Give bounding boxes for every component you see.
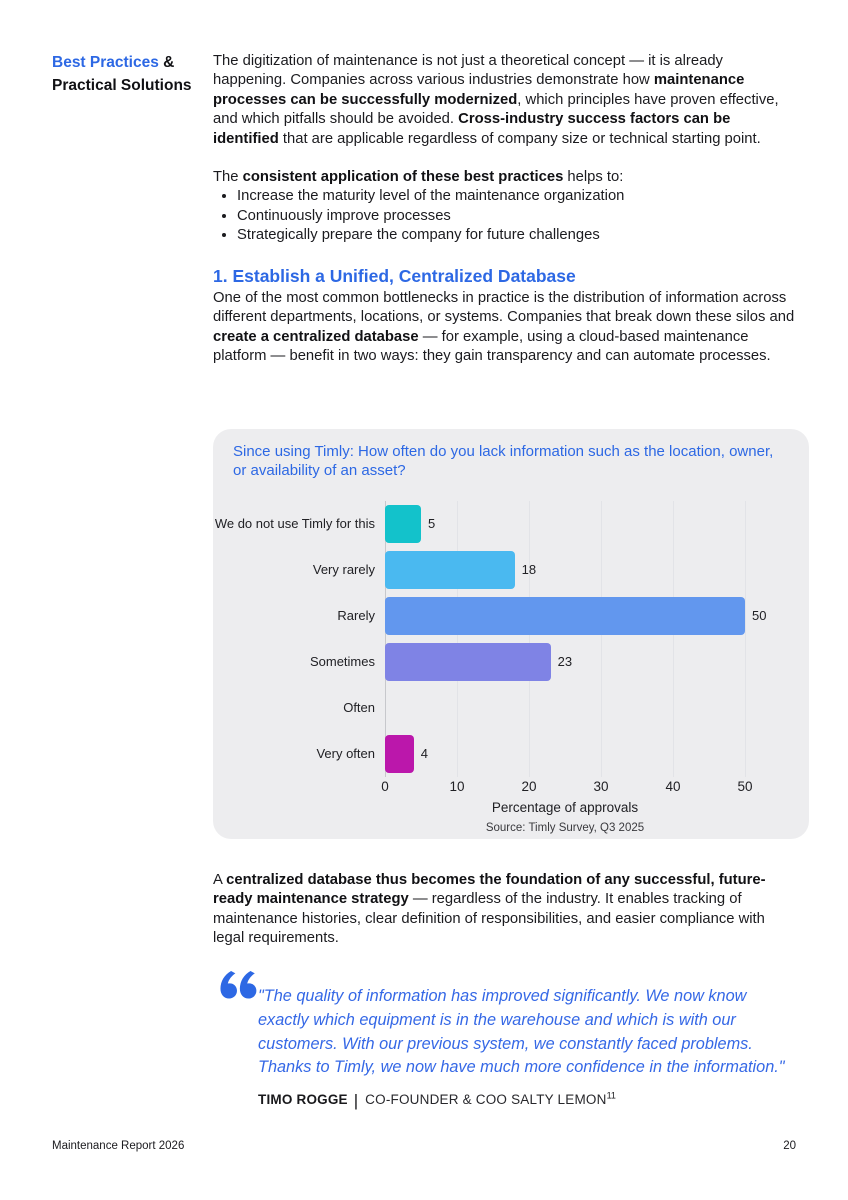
body-column: [213, 52, 809, 1109]
quote-marks-icon: [213, 971, 258, 1079]
intro-paragraph: [213, 52, 809, 149]
chart-bar: [385, 735, 414, 773]
text-segment-bold: create a centralized database: [213, 328, 419, 345]
chart-category-label: Sometimes: [309, 653, 375, 669]
chart-tick-label: 10: [449, 778, 465, 794]
text-segment: , which principles have proven effective, and which pitfalls should be avoided.: [213, 91, 779, 128]
footer-page-number: 20: [783, 1140, 796, 1152]
chart-tick-label: 0: [381, 778, 389, 794]
quote-block: [213, 971, 809, 1079]
chart-row: [213, 593, 809, 639]
text-segment: A: [213, 871, 227, 888]
chart-row: [213, 731, 809, 777]
chart-rows: [213, 501, 809, 777]
page-footer: [52, 1140, 796, 1152]
chart-value-label: 5: [428, 515, 436, 531]
text-segment-bold: centralized database thus becomes the foundation of any successful, future-ready maintenance strategy: [213, 871, 766, 908]
chart-bar: [385, 643, 551, 681]
text-segment: — regardless of the industry. It enables tracking of maintenance histories, clear definition of responsibilities, and easier compliance with legal requirements.: [213, 891, 765, 946]
chart-value-label: 50: [752, 607, 767, 623]
chart-value-label: 23: [557, 653, 573, 669]
text-segment-bold: maintenance processes can be successfully modernized: [213, 72, 745, 108]
text-segment-bold: consistent application of these best practices: [242, 169, 564, 186]
margin-column: [52, 52, 213, 1109]
chart-category-label: Often: [343, 699, 375, 715]
chart-tick-label: 40: [665, 778, 681, 794]
list-item: • Increase the maturity level of the maintenance organization: [237, 187, 809, 206]
page-title: [52, 52, 213, 97]
chart-row: [213, 501, 809, 547]
text-segment: The digitization of maintenance is not just a theoretical concept — it is already happening. Companies across various industries demonstrate how: [213, 53, 723, 89]
footnote-marker: 11: [606, 1090, 616, 1101]
chart-category-label: Very rarely: [312, 561, 375, 577]
page-title-line2: Practical Solutions: [52, 76, 192, 94]
chart-category-label: We do not use Timly for this: [214, 515, 375, 531]
quote-text: "The quality of information has improved significantly. We now know exactly which equipment is in the warehouse and which is with our customers. With our previous system, we constantly faced problems. Thanks to Timly, we now have much more confidence in the information.": [258, 987, 785, 1077]
text-segment: that are applicable regardless of company size or technical starting point.: [278, 130, 761, 147]
chart-row: [213, 639, 809, 685]
footer-report-name: Maintenance Report 2026: [52, 1140, 185, 1152]
chart-category-label: Very often: [316, 745, 375, 761]
survey-chart-card: [213, 429, 809, 839]
chart-x-axis: [213, 779, 809, 797]
list-item: • Strategically prepare the company for future challenges: [237, 226, 809, 245]
chart-source-note: Source: Timly Survey, Q3 2025: [485, 821, 645, 834]
section-heading: 1. Establish a Unified, Centralized Database: [213, 265, 576, 286]
chart-tick-label: 20: [521, 778, 537, 794]
text-segment-bold: Cross-industry success factors can be identified: [213, 111, 731, 147]
section-paragraph: [213, 289, 809, 367]
chart-tick-label: 50: [737, 778, 753, 794]
page-title-amp: &: [158, 54, 175, 71]
page-title-accent: Best Practices: [52, 54, 159, 71]
chart-row: [213, 685, 809, 731]
text-segment: The: [213, 169, 243, 186]
list-lead: [213, 168, 809, 187]
attribution-separator: |: [353, 1090, 359, 1110]
chart-value-label: 4: [420, 745, 429, 761]
chart-tick-label: 30: [593, 778, 609, 794]
chart-bar: [385, 505, 421, 543]
chart-x-axis-label: Percentage of approvals: [491, 799, 639, 815]
text-segment: One of the most common bottlenecks in practice is the distribution of information across different departments, locations, or systems. Companies that break down these silos and: [213, 290, 795, 326]
quote-author-role: CO-FOUNDER & COO SALTY LEMON: [365, 1091, 607, 1107]
chart-title: Since using Timly: How often do you lack information such as the location, owner, or availability of an asset?: [233, 442, 774, 480]
quote-author: TIMO ROGGE: [258, 1091, 348, 1107]
closing-paragraph: [213, 871, 809, 949]
chart-category-label: Rarely: [337, 607, 375, 623]
chart-bar: [385, 597, 745, 635]
text-segment: helps to:: [563, 169, 624, 186]
chart-bar: [385, 551, 515, 589]
text-segment: — for example, using a cloud-based maintenance platform — benefit in two ways: they gain transparency and can automate processes.: [213, 328, 771, 365]
chart-value-label: 18: [521, 561, 537, 577]
list-item: • Continuously improve processes: [237, 207, 809, 226]
quote-attribution: [213, 1089, 809, 1109]
benefits-list: [213, 187, 809, 245]
chart-row: [213, 547, 809, 593]
